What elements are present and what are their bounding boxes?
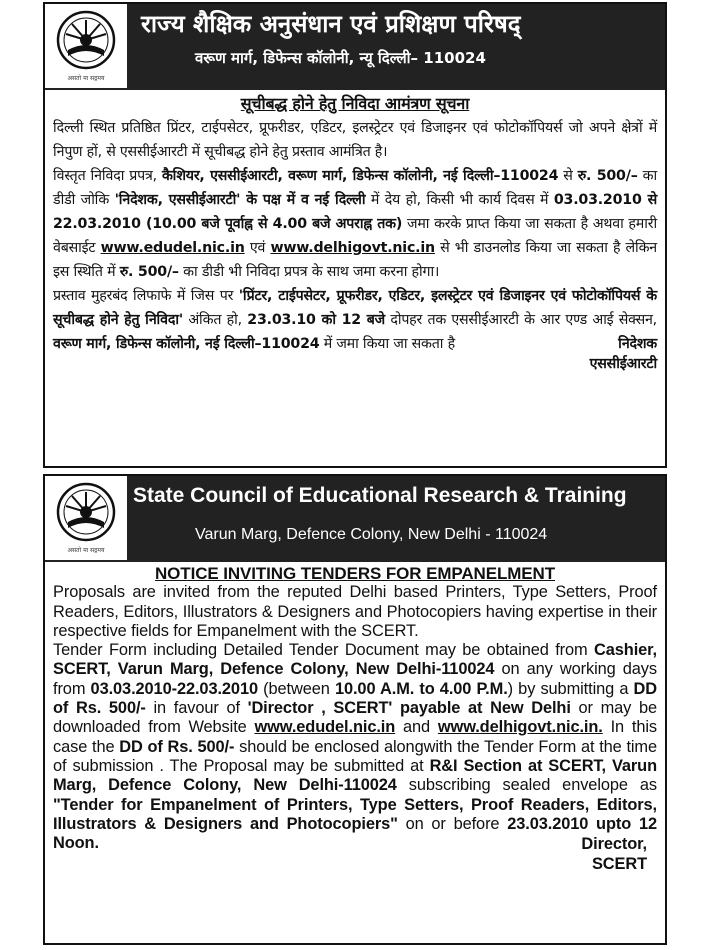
scert-emblem-icon (54, 10, 118, 72)
hindi-body (45, 90, 665, 374)
hindi-notice (43, 2, 667, 468)
hindi-link-delhigovt[interactable]: www.delhigovt.nic.in (270, 240, 435, 256)
english-notice (43, 474, 667, 945)
english-signature-title: Director, (581, 835, 647, 854)
hindi-link-edudel[interactable]: www.edudel.nic.in (100, 240, 245, 256)
hindi-header-banner (45, 4, 665, 90)
english-org-title: State Council of Educational Research & Training (133, 484, 627, 507)
english-link-delhigovt[interactable]: www.delhigovt.nic.in. (437, 718, 603, 737)
hindi-address: वरूण मार्ग, डिफेन्स कॉलोनी, न्यू दिल्ली– 110024 (195, 49, 486, 67)
logo-caption: असतो मा सद्गमय (67, 547, 105, 554)
hindi-org-title: राज्य शैक्षिक अनुसंधान एवं प्रशिक्षण परिषद् (141, 10, 521, 38)
english-notice-heading: NOTICE INVITING TENDERS FOR EMPANELMENT (154, 564, 556, 583)
logo-caption: असतो मा सद्गमय (67, 75, 105, 82)
hindi-paragraph-2: विस्तृत निविदा प्रपत्र, कैशियर, एससीईआरटी, वरूण मार्ग, डिफेन्स कॉलोनी, नई दिल्ली–110024 से रु. 500/– का डीडी जोकि 'निदेशक, एससीईआरटी' के पक्ष में व नई दिल्ली में देय हो, किसी भी कार्य दिवस में 03.03.2010 से 22.03.2010 (10.00 बजे पूर्वाह्न से 4.00 बजे अपराह्न तक) जमा करके प्राप्त किया जा सकता है अथवा हमारी वेबसाईट www.edudel.nic.in एवं www.delhigovt.nic.in से भी डाउनलोड किया जा सकता है लेकिन इस स्थिति में रु. 500/– का डीडी भी निविदा प्रपत्र के साथ जमा करना होगा। (53, 168, 658, 280)
hindi-paragraph-1: दिल्ली स्थित प्रतिष्ठित प्रिंटर, टाईपसेटर, प्रूफरीडर, एडिटर, इलस्ट्रेटर एवं डिजाइनर एवं फोटोकॉपियर्स जो अपने क्षेत्रों में निपुण हों, से एससीईआरटी में सूचीबद्ध होने हेतु प्रस्ताव आमंत्रित है। (53, 120, 657, 160)
scert-logo-box (45, 476, 129, 560)
english-paragraph-1: Proposals are invited from the reputed Delhi based Printers, Type Setters, Proof Readers, Editors, Illustrators & Designers and Photocopiers having expertise in their respective fields for Empanelment with the SCERT. (53, 583, 657, 640)
english-body (45, 562, 665, 874)
hindi-paragraph-3: प्रस्ताव मुहरबंद लिफाफे में जिस पर 'प्रिंटर, टाईपसेटर, प्रूफरीडर, एडिटर, इलस्ट्रेटर एवं डिजाइनर एवं फोटोकॉपियर्स के सूचीबद्ध होने हेतु निविदा' अंकित हो, 23.03.10 को 12 बजे दोपहर तक एससीईआरटी के आर एण्ड आई सेक्सन, वरूण मार्ग, डिफेन्स कॉलोनी, नई दिल्ली–110024 में जमा किया जा सकता है (53, 288, 657, 352)
scert-logo-box (45, 4, 129, 88)
scert-emblem-icon (54, 482, 118, 544)
english-paragraph-2: Tender Form including Detailed Tender Document may be obtained from Cashier, SCERT, Varun Marg, Defence Colony, New Delhi-110024 on any working days from 03.03.2010-22.03.2010 (between 10.00 A.M. to 4.00 P.M.) by submitting a DD of Rs. 500/- in favour of 'Director , SCERT' payable at New Delhi or may be downloaded from Website www.edudel.nic.in and www.delhigovt.nic.in. In this case the DD of Rs. 500/- should be enclosed alongwith the Tender Form at the time of submission . The Proposal may be submitted at R&I Section at SCERT, Varun Marg, Defence Colony, New Delhi-110024 subscribing sealed envelope as "Tender for Empanelment of Printers, Type Setters, Proof Readers, Editors, Illustrators & Designers and Photocopiers" on or before 23.03.2010 upto 12 Noon. (53, 641, 658, 853)
english-header-banner (45, 476, 665, 562)
english-address: Varun Marg, Defence Colony, New Delhi - 110024 (195, 526, 548, 543)
english-signature-org: SCERT (591, 854, 647, 873)
english-link-edudel[interactable]: www.edudel.nic.in (254, 718, 396, 737)
hindi-notice-heading: सूचीबद्ध होने हेतु निविदा आमंत्रण सूचना (240, 94, 470, 113)
hindi-signature-org: एससीईआरटी (589, 356, 657, 372)
hindi-signature-title: निदेशक (618, 336, 657, 352)
